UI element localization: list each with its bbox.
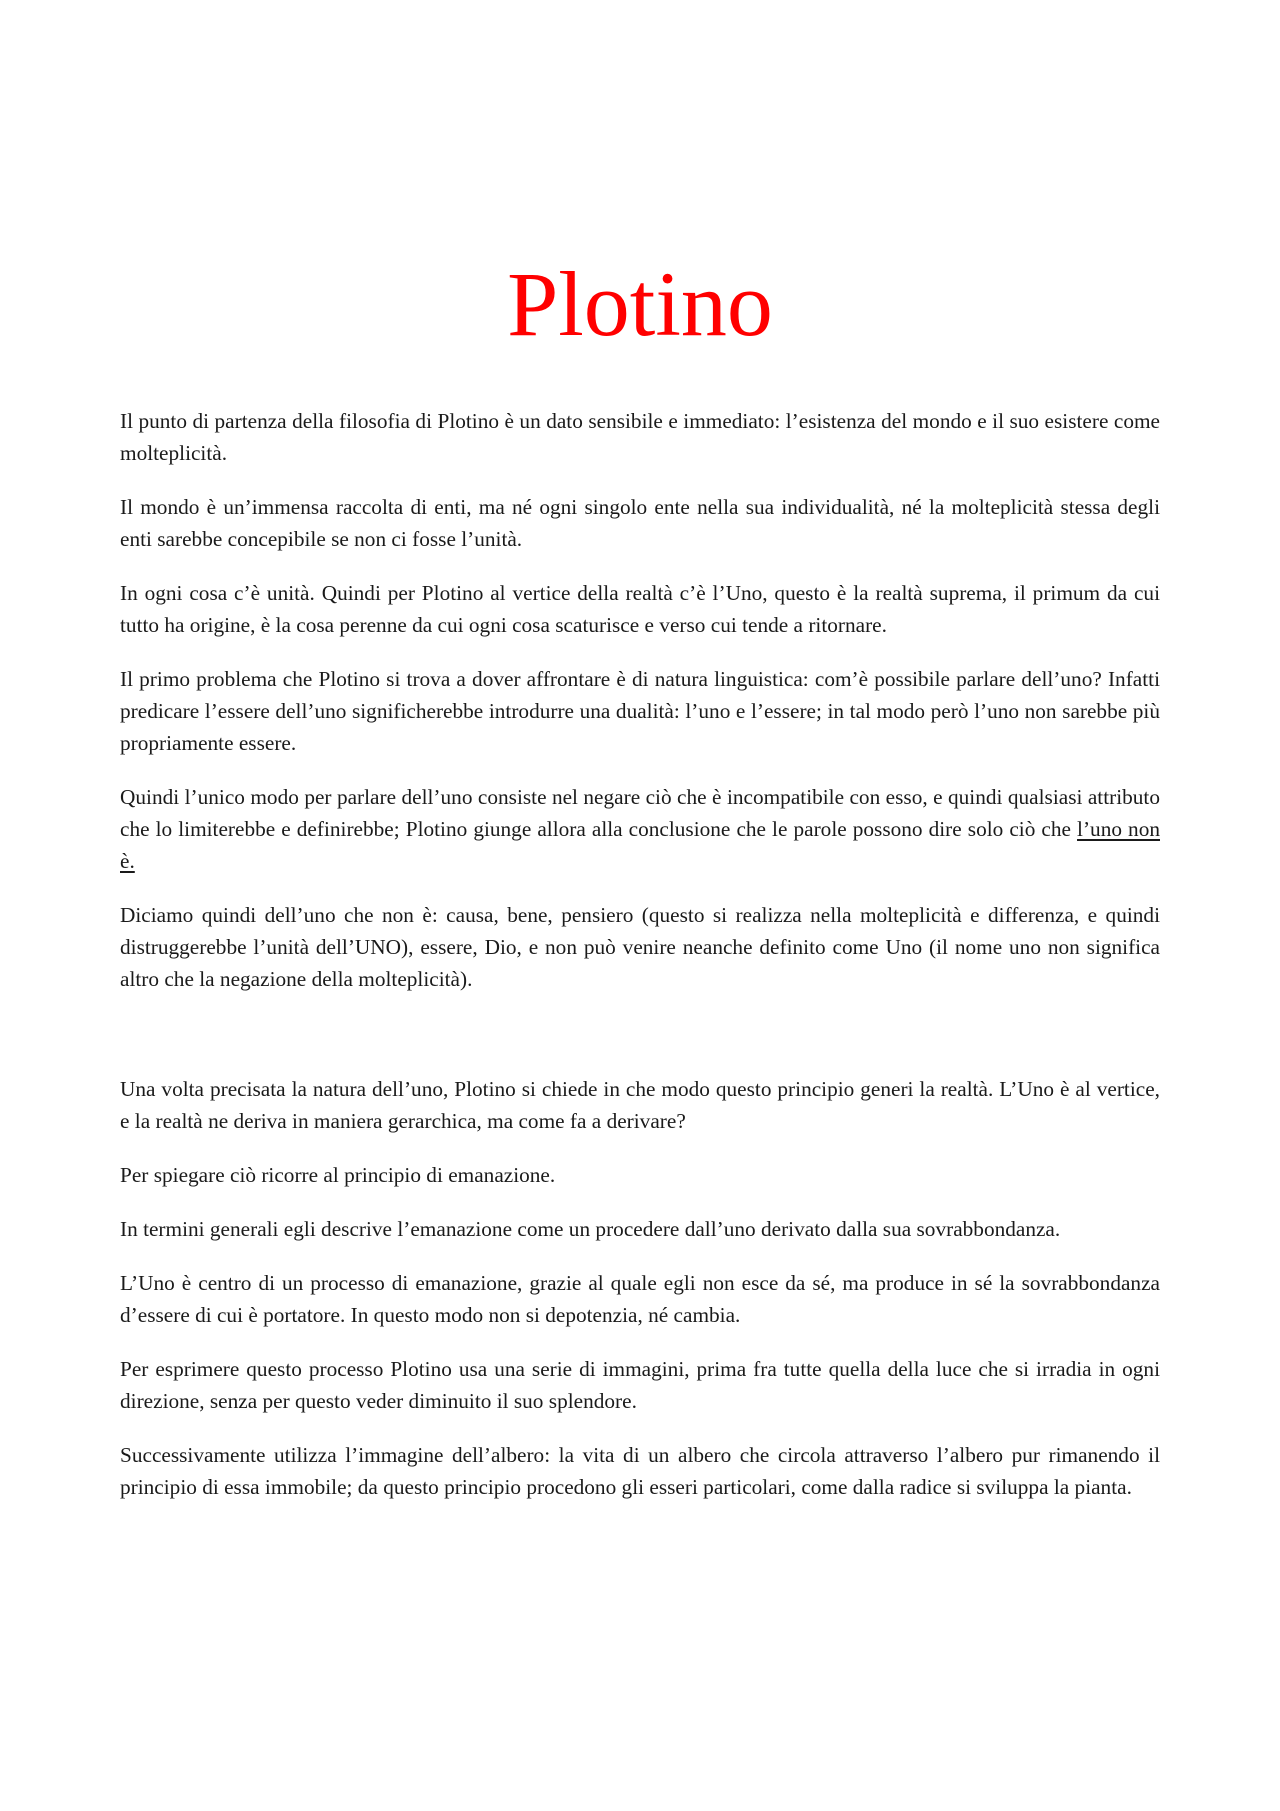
paragraph-emanation-overabundance: In termini generali egli descrive l’emanazione come un procedere dall’uno derivato dalla sua sovrabbondanza. [120,1217,1061,1241]
paragraph-starting-point: Il punto di partenza della filosofia di Plotino è un dato sensibile e immediato: l’esistenza del mondo e il suo esistere come molteplicità. [120,409,1160,465]
paragraph-tree-image: Successivamente utilizza l’immagine dell’albero: la vita di un albero che circola attraverso l’albero pur rimanendo il principio di essa immobile; da questo principio procedono gli esseri particolari, come dalla radice si sviluppa la pianta. [120,1443,1160,1499]
paragraph-negative-theology-text: Quindi l’unico modo per parlare dell’uno consiste nel negare ciò che è incompatibile con esso, e quindi qualsiasi attributo che lo limiterebbe e definirebbe; Plotino giunge allora alla conclusione che le parole possono dire solo ciò che [120,785,1160,841]
paragraph-emanation-principle: Per spiegare ciò ricorre al principio di emanazione. [120,1163,556,1187]
section-spacer [120,1017,1160,1073]
paragraph-negative-theology [120,781,1160,877]
paragraph-linguistic-problem: Il primo problema che Plotino si trova a dover affrontare è di natura linguistica: com’è possibile parlare dell’uno? Infatti predicare l’essere dell’uno significherebbe introdurre una dualità: l’uno e l’essere; in tal modo però l’uno non sarebbe più propriamente essere. [120,667,1160,755]
paragraph-what-the-one-is-not: Diciamo quindi dell’uno che non è: causa, bene, pensiero (questo si realizza nella molteplicità e differenza, e quindi distruggerebbe l’unità dell’UNO), essere, Dio, e non può venire neanche definito come Uno (il nome uno non significa altro che la negazione della molteplicità). [120,903,1160,991]
document-body [120,405,1160,1525]
paragraph-world-multiplicity: Il mondo è un’immensa raccolta di enti, ma né ogni singolo ente nella sua individualità, né la molteplicità stessa degli enti sarebbe concepibile se non ci fosse l’unità. [120,495,1160,551]
paragraph-emanation-center: L’Uno è centro di un processo di emanazione, grazie al quale egli non esce da sé, ma produce in sé la sovrabbondanza d’essere di cui è portatore. In questo modo non si depotenzia, né cambia. [120,1271,1160,1327]
paragraph-light-image: Per esprimere questo processo Plotino usa una serie di immagini, prima fra tutte quella della luce che si irradia in ogni direzione, senza per questo veder diminuito il suo splendore. [120,1357,1160,1413]
paragraph-unity-in-everything: In ogni cosa c’è unità. Quindi per Plotino al vertice della realtà c’è l’Uno, questo è la realtà suprema, il primum da cui tutto ha origine, è la cosa perenne da cui ogni cosa scaturisce e verso cui tende a ritornare. [120,581,1160,637]
paragraph-generation-of-reality: Una volta precisata la natura dell’uno, Plotino si chiede in che modo questo principio generi la realtà. L’Uno è al vertice, e la realtà ne deriva in maniera gerarchica, ma come fa a derivare? [120,1077,1160,1133]
document-title: Plotino [507,253,773,355]
underlined-phrase: l’uno non è. [120,817,1160,873]
